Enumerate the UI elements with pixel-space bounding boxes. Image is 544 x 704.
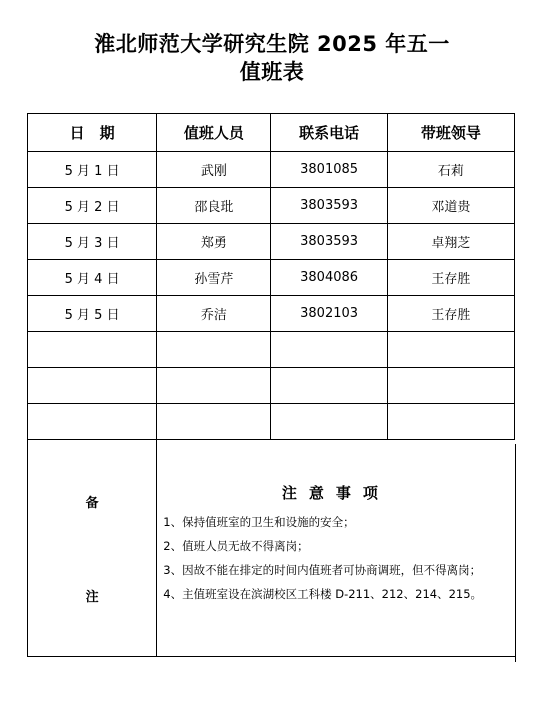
cell-staff: 乔洁 (157, 296, 271, 332)
cell-leader: 王存胜 (387, 260, 514, 296)
empty-cell (271, 332, 387, 368)
cell-phone: 3801085 (271, 152, 387, 188)
header-leader: 带班领导 (387, 114, 514, 152)
cell-staff: 孙雪芹 (157, 260, 271, 296)
table-row (28, 260, 515, 296)
notice-list (163, 510, 482, 606)
empty-cell (28, 332, 157, 368)
remarks-label-top: 备 (85, 496, 99, 511)
remarks-row (28, 440, 515, 657)
table-row (28, 188, 515, 224)
cell-date: 5 月 4 日 (28, 260, 157, 296)
empty-cell (157, 332, 271, 368)
cell-date: 5 月 3 日 (28, 224, 157, 260)
empty-cell (28, 404, 157, 440)
cell-leader: 石莉 (387, 152, 514, 188)
empty-row (28, 332, 515, 368)
table-row (28, 296, 515, 332)
document-subtitle: 值班表 (239, 60, 305, 84)
empty-cell (157, 404, 271, 440)
table-right-border (515, 444, 516, 662)
empty-cell (28, 368, 157, 404)
cell-date: 5 月 1 日 (28, 152, 157, 188)
cell-phone: 3804086 (271, 260, 387, 296)
document-title: 淮北师范大学研究生院 2025 年五一 (94, 32, 450, 56)
remarks-content (157, 440, 515, 657)
empty-row (28, 368, 515, 404)
notice-item: 4、主值班室设在滨湖校区工科楼 D-211、212、214、215。 (163, 587, 483, 601)
table-row (28, 224, 515, 260)
remarks-label (28, 440, 157, 657)
header-staff: 值班人员 (157, 114, 271, 152)
empty-cell (387, 332, 514, 368)
notice-item: 3、因故不能在排定的时间内值班者可协商调班，但不得离岗； (163, 563, 482, 577)
cell-phone: 3802103 (271, 296, 387, 332)
notice-item: 2、值班人员无故不得离岗； (163, 539, 309, 553)
empty-cell (157, 368, 271, 404)
empty-cell (387, 404, 514, 440)
duty-table (27, 113, 515, 657)
empty-cell (387, 368, 514, 404)
cell-staff: 武刚 (157, 152, 271, 188)
cell-leader: 邓道贵 (387, 188, 514, 224)
empty-row (28, 404, 515, 440)
notice-item: 1、保持值班室的卫生和设施的安全； (163, 515, 355, 529)
cell-date: 5 月 5 日 (28, 296, 157, 332)
cell-staff: 邵良玭 (157, 188, 271, 224)
cell-leader: 卓翔芝 (387, 224, 514, 260)
cell-date: 5 月 2 日 (28, 188, 157, 224)
header-date: 日 期 (28, 114, 157, 152)
cell-phone: 3803593 (271, 188, 387, 224)
remarks-label-bottom: 注 (85, 590, 99, 605)
empty-cell (271, 368, 387, 404)
table-row (28, 152, 515, 188)
cell-phone: 3803593 (271, 224, 387, 260)
notice-title: 注意事项 (281, 484, 390, 502)
empty-cell (271, 404, 387, 440)
table-header-row (28, 114, 515, 152)
cell-leader: 王存胜 (387, 296, 514, 332)
cell-staff: 郑勇 (157, 224, 271, 260)
header-phone: 联系电话 (271, 114, 387, 152)
